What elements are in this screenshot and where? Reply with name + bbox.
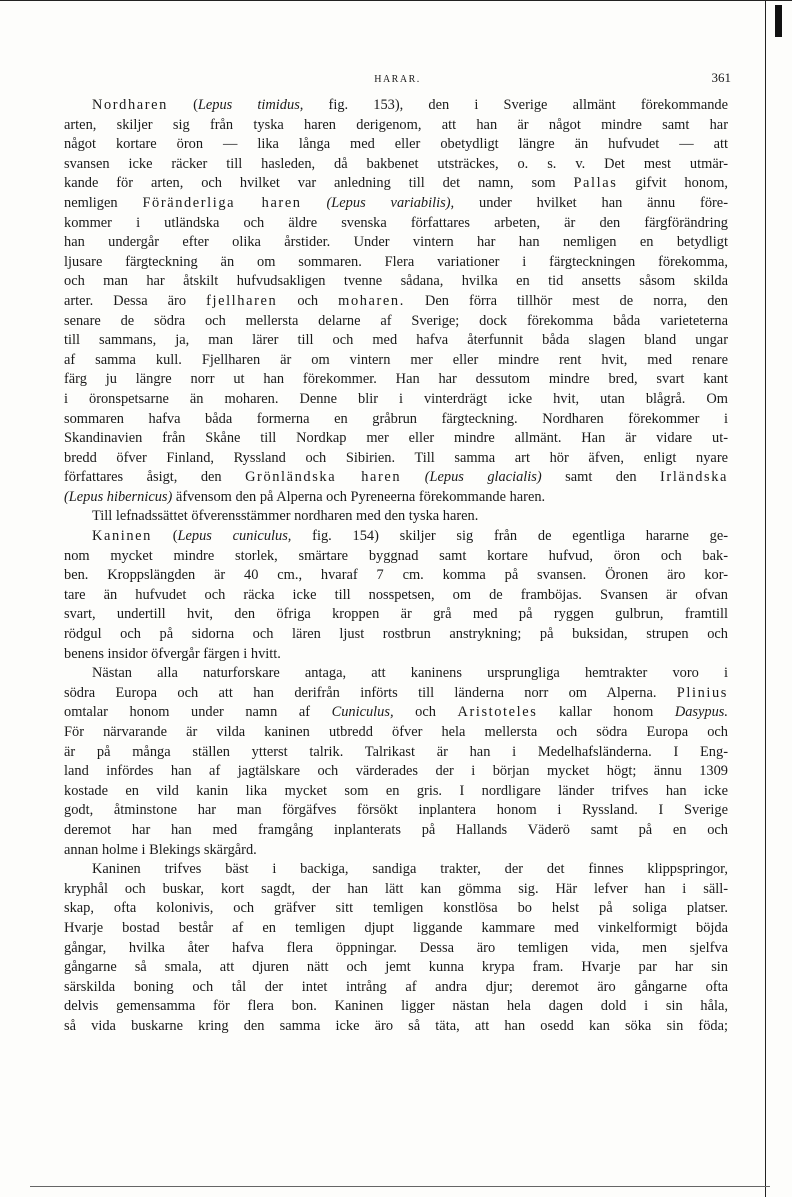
text-run: han undergår efter olika årstider. Under vintern har han nemligen en betydligt xyxy=(64,234,728,251)
page-right-edge xyxy=(765,0,766,1197)
text-line xyxy=(64,605,728,625)
italic-term: (Lepus variabilis), xyxy=(326,194,455,211)
text-run: Den förra tillhör mest de norra, den xyxy=(404,292,728,309)
text-line xyxy=(64,586,728,606)
text-run: fig. 153), den i Sverige allmänt förekommande xyxy=(303,97,729,113)
text-line xyxy=(64,919,728,939)
text-line xyxy=(64,566,728,586)
text-run: omtalar honom under namn af xyxy=(64,704,332,721)
page-top-edge xyxy=(0,0,792,1)
text-run: och xyxy=(277,292,339,309)
text-line xyxy=(64,958,728,978)
text-run: Nästan alla naturforskare antaga, att kaninens ursprungliga hemtrakter voro i xyxy=(92,665,728,682)
text-line xyxy=(64,527,728,547)
text-run: arten, skiljer sig från tyska haren derigenom, att han är något mindre samt har xyxy=(64,116,728,133)
text-line xyxy=(64,292,728,312)
text-line xyxy=(64,390,728,410)
text-line xyxy=(64,312,728,332)
text-line xyxy=(64,664,728,684)
page-bottom-edge xyxy=(30,1186,770,1187)
text-run: i öronspetsarne än moharen. Denne blir i vinterdrägt icke hvit, utan blågrå. Om xyxy=(64,390,728,407)
text-line xyxy=(64,410,728,430)
spaced-name: Nordharen xyxy=(92,97,168,113)
text-line xyxy=(64,899,728,919)
text-line xyxy=(64,880,728,900)
text-line xyxy=(64,547,728,567)
text-line xyxy=(64,997,728,1017)
text-run: under hvilket han ännu före- xyxy=(454,194,728,211)
text-run: benens insidor öfvergår färgen i hvitt. xyxy=(64,645,281,662)
text-run: författares åsigt, den xyxy=(64,469,246,486)
text-line xyxy=(64,155,728,175)
spaced-name: Aristoteles xyxy=(457,704,538,721)
spaced-name: Irländska xyxy=(660,469,728,486)
text-line xyxy=(64,703,728,723)
text-line xyxy=(64,684,728,704)
text-run: sommaren hafva båda formerna en gråbrun färgteckning. Nordharen förekommer i xyxy=(64,410,728,427)
text-line xyxy=(64,841,728,861)
text-line xyxy=(64,116,728,136)
text-run: södra Europa och att han derifrån införts till länderna norr om Alperna. xyxy=(64,684,677,701)
page-header xyxy=(64,70,731,90)
text-run: senare de södra och mellersta delarne af Sverige; dock förekomma båda varieteterna xyxy=(64,312,728,329)
text-line xyxy=(64,939,728,959)
text-line xyxy=(64,331,728,351)
text-run: kande för arten, och hvilket var anledning till det namn, som xyxy=(64,175,574,192)
text-line xyxy=(64,272,728,292)
text-run: samt den xyxy=(541,469,661,486)
text-run: tare än hufvudet och räcka icke till nosspetsen, om de framböjas. Svansen är ofvan xyxy=(64,586,728,603)
text-run: Till lefnadssättet öfverensstämmer nordharen med den tyska haren. xyxy=(92,508,479,525)
italic-term: (Lepus hibernicus) xyxy=(64,488,173,505)
text-run: så vida buskarne kring den samma icke äro så täta, att han osedd kan söka sin föda; xyxy=(64,1017,728,1034)
text-run: godt, åtminstone har man förgäfves försökt inplantera honom i Ryssland. I Sverige xyxy=(64,802,728,819)
text-run: och man har åtskilt hufvudsakligen tvenne sådana, hvilka en tid ansetts såsom skilda xyxy=(64,273,728,290)
text-run: Hvarje bostad består af en temligen djupt liggande kammare med vinkelformigt böjda xyxy=(64,919,728,936)
text-run: nemligen xyxy=(64,194,143,211)
text-run: kallar honom xyxy=(537,704,675,721)
text-run: till sammans, ja, man lärer till och med hafva återfunnit båda slagen bland ungar xyxy=(64,332,728,349)
text-line xyxy=(64,174,728,194)
text-run: annan holme i Blekings skärgård. xyxy=(64,841,257,858)
text-run: För närvarande är vilda kaninen utbredd öfver hela mellersta och södra Europa och xyxy=(64,724,728,740)
text-run: rödgul och på sidorna och lären ljust rostbrun anstrykning; på buksidan, strupen och xyxy=(64,626,728,643)
text-line xyxy=(64,253,728,273)
text-run: kryphål och buskar, kort sagdt, der han lätt kan gömma sig. Här lefver han i säll- xyxy=(64,880,728,897)
text-line xyxy=(64,762,728,782)
text-line xyxy=(64,782,728,802)
spaced-name: Kaninen xyxy=(92,528,152,545)
text-line xyxy=(64,429,728,449)
italic-term: Lepus cuniculus, xyxy=(177,528,292,545)
text-run: gifvit honom, xyxy=(617,175,728,192)
text-line xyxy=(64,978,728,998)
italic-term: (Lepus glacialis) xyxy=(424,469,542,486)
text-line xyxy=(64,488,728,508)
text-run: fig. 154) skiljer sig från de egentliga hararne ge- xyxy=(291,528,729,545)
text-line xyxy=(64,625,728,645)
spaced-name: fjellharen xyxy=(206,292,278,309)
text-line xyxy=(64,723,728,743)
spaced-name: Föränderliga haren xyxy=(142,194,302,211)
text-line xyxy=(64,1017,728,1037)
text-run xyxy=(401,469,424,485)
text-run: arter. Dessa äro xyxy=(64,292,207,309)
text-run: nom mycket mindre storlek, smärtare byggnad samt kortare hufvud, öron och bak- xyxy=(64,547,728,564)
body-text xyxy=(64,96,728,1037)
scan-corner-mark xyxy=(775,5,782,37)
text-run: är på många ställen ytterst talrik. Talrikast är han i Medelhafsländerna. I Eng- xyxy=(64,743,728,760)
spaced-name: Plinius xyxy=(676,684,728,701)
text-line xyxy=(64,821,728,841)
text-run: ben. Kroppslängden är 40 cm., hvaraf 7 cm. komma på svansen. Öronen äro kor- xyxy=(64,567,728,584)
text-run: svart, undertill hvit, den öfriga kroppen är grå med på ryggen gulbrun, framtill xyxy=(64,606,728,623)
text-line xyxy=(64,370,728,390)
text-line xyxy=(64,801,728,821)
text-run: af samma kull. Fjellharen är om vintern mer eller mindre rent hvit, med renare xyxy=(64,351,728,368)
text-run: Kaninen trifves bäst i backiga, sandiga trakter, der det finnes klippspringor, xyxy=(92,861,728,878)
spaced-name: moharen. xyxy=(338,292,405,309)
italic-term: Lepus timidus, xyxy=(197,97,304,113)
text-run: ( xyxy=(151,528,178,545)
text-run: särskilda boning och tål der intet intrång af andra djur; deremot äro gångarne ofta xyxy=(64,978,728,995)
text-run: ( xyxy=(167,97,198,113)
text-line xyxy=(64,233,728,253)
page-number: 361 xyxy=(711,70,731,85)
text-run: bredd öfver Finland, Ryssland och Sibirien. Till samma art hör äfven, enligt nyare xyxy=(64,449,728,466)
italic-term: Dasypus. xyxy=(674,704,728,721)
text-run: deremot har han med framgång inplanterats på Hallands Väderö samt på en och xyxy=(64,821,728,838)
text-run: gångarne så smala, att djuren nätt och jemt kunna krypa fram. Hvarje par har sin xyxy=(64,959,728,976)
italic-term: Cuniculus, xyxy=(331,704,394,721)
text-run: färg ju längre norr ut han förekommer. Han har dessutom mindre bred, svart kant xyxy=(64,371,728,388)
text-line xyxy=(64,860,728,880)
text-run: och xyxy=(393,704,458,721)
text-line xyxy=(64,507,728,527)
running-title: HARAR. xyxy=(374,74,421,85)
text-run: gångar, hvilka åter hafva flera öppningar. Dessa äro temligen vida, men sjelfva xyxy=(64,939,728,956)
text-run xyxy=(302,195,327,211)
text-line xyxy=(64,468,728,488)
text-line xyxy=(64,214,728,234)
text-run: något kortare öron — lika långa med eller obetydligt längre än hufvudet — att xyxy=(64,136,728,153)
text-run: äfvensom den på Alperna och Pyreneerna förekommande haren. xyxy=(172,488,546,505)
text-run: delvis gemensamma för flera bon. Kaninen ligger nästan hela dagen dold i sin håla, xyxy=(64,998,728,1015)
text-line xyxy=(64,96,728,116)
text-run: Skandinavien från Skåne till Nordkap mer eller mindre allmänt. Han är vidare ut- xyxy=(64,430,728,447)
spaced-name: Pallas xyxy=(573,175,618,192)
text-line xyxy=(64,743,728,763)
text-run: skap, ofta kolonivis, och gräfver sitt temligen konstlösa bo helst på soliga platser. xyxy=(64,900,728,917)
text-run: svansen icke räcker till hasleden, då bakbenet utsträckes, o. s. v. Det mest utmär- xyxy=(64,155,728,172)
text-run: kostade en vild kanin lika mycket som en gris. I nordligare länder trifves han icke xyxy=(64,782,728,799)
text-line xyxy=(64,194,728,214)
text-run: ljusare färgteckning än om sommaren. Flera variationer i färgteckningen förekomma, xyxy=(64,253,728,270)
text-run: land infördes han af jagtälskare och värderades der i början mycket högt; ännu 1309 xyxy=(64,763,728,780)
text-line xyxy=(64,449,728,469)
text-line xyxy=(64,351,728,371)
text-line xyxy=(64,135,728,155)
text-line xyxy=(64,645,728,665)
text-run: kommer i utländska och äldre svenska författares arbeten, är den färgförändring xyxy=(64,214,728,231)
spaced-name: Grönländska haren xyxy=(245,469,402,486)
